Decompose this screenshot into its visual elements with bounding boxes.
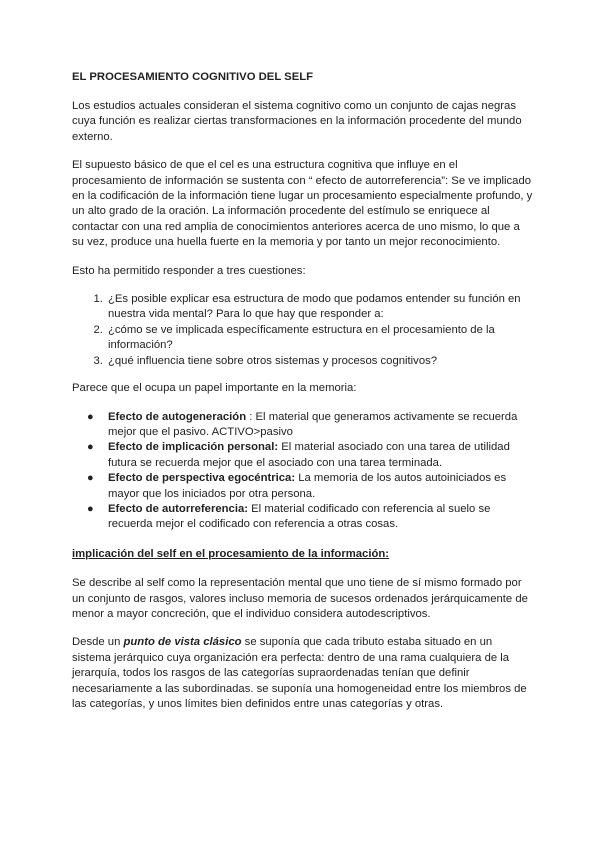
paragraph-classic-view [72,635,534,712]
paragraph-memory-intro: Parece que el ocupa un papel importante en la memoria: [72,382,357,395]
list-item [87,502,534,533]
bullet-icon: ● [87,502,94,515]
bullet-icon: ● [87,441,94,454]
text-run: Desde un [72,636,124,649]
effect-text: El material asociado con una tarea de utilidad futura se recuerda mejor que el asociado con una tarea terminada. [108,441,510,469]
document-title: EL PROCESAMIENTO COGNITIVO DEL SELF [72,71,314,83]
list-item: 1. ¿Es posible explicar esa estructura de modo que podamos entender su función en nuestra vida mental? Para lo que hay que responder a: [106,292,534,323]
effect-text: : El material que generamos activamente se recuerda mejor que el pasivo. ACTIVO>pasivo [108,410,518,438]
effect-text: La memoria de los autos autoiniciados es mayor que los iniciados por otra persona. [108,472,507,500]
list-item [87,440,534,471]
paragraph-intro: Los estudios actuales consideran el sistema cognitivo como un conjunto de cajas negras cuya función es realizar ciertas transformaciones en la información procedente del mundo externo. [72,100,522,143]
text-run: se suponía que cada tributo estaba situado en un sistema jerárquico cuya organización era perfecta: dentro de una rama cualquiera de la jerarquía, todos los rasgos de las categorías supraordenadas tenían que definir necesariamente a las subordinadas. se suponía una homogeneidad entre los miembros de las categorías, y unos límites bien definidos entre unas categorías y otras. [72,636,527,710]
effect-term: Efecto de perspectiva egocéntrica: [108,472,296,485]
list-item [87,410,534,441]
effect-text: El material codificado con referencia al suelo se recuerda mejor el codificado con referencia a otras cosas. [108,502,491,531]
section-heading: implicación del self en el procesamiento de la información: [72,547,390,560]
list-item: 3. ¿qué influencia tiene sobre otros sistemas y procesos cognitivos? [106,354,534,369]
questions-list [72,292,534,369]
list-item: 2. ¿cómo se ve implicada específicamente estructura en el procesamiento de la información? [106,323,534,354]
document-page [72,70,534,725]
bullet-icon: ● [87,472,94,485]
paragraph-self-definition: Se describe al self como la representación mental que uno tiene de sí mismo formado por un conjunto de rasgos, valores incluso memoria de sucesos ordenados jerárquicamente de menor a mayor concreción, que el individuo considera autodescriptivos. [72,577,528,620]
emphasis-text: punto de vista clásico [123,636,242,649]
paragraph-self-reference: El supuesto básico de que el cel es una estructura cognitiva que influye en el procesamiento de información se sustenta con “ efecto de autorreferencia”: Se ve implicado en la codificación de la información tiene lugar un procesamiento especialmente profundo, y un alto grado de la oración. La información procedente del estímulo se enriquece al contactar con una red amplia de conocimientos anteriores acerca de uno mismo, lo que a su vez, produce una huella fuerte en la memoria y por tanto un mejor reconocimiento. [72,159,533,249]
paragraph-questions-intro: Esto ha permitido responder a tres cuestiones: [72,264,306,277]
effect-term: Efecto de autorreferencia: [108,502,248,515]
bullet-icon: ● [87,410,94,423]
effect-term: Efecto de implicación personal: [108,441,279,454]
effect-term: Efecto de autogeneración [108,410,247,423]
effects-list [72,410,534,533]
list-item [87,471,534,502]
